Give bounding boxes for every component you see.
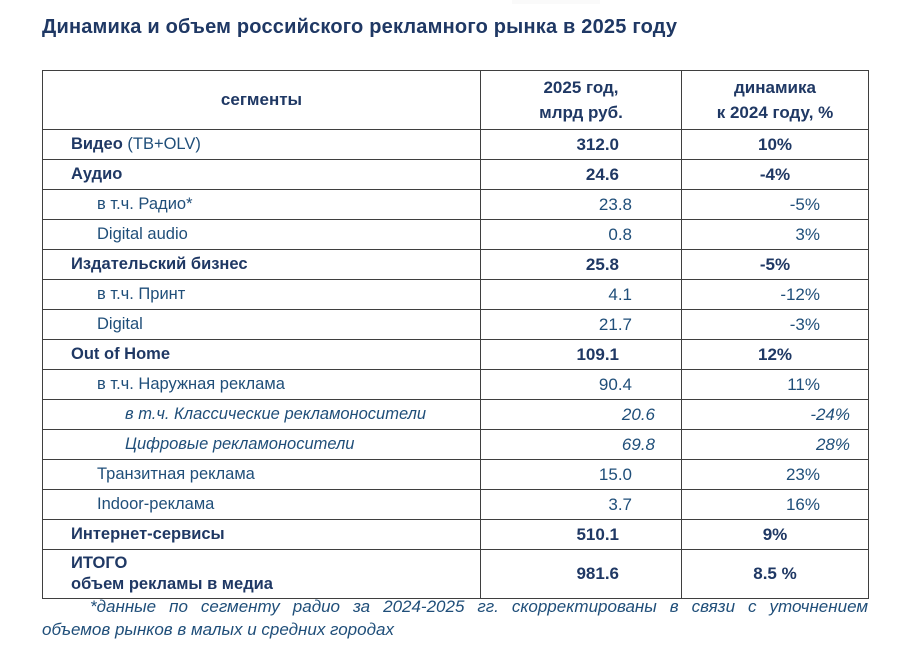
value-cell: 24.6 [481, 160, 682, 190]
footnote-line2: объемов рынков в малых и средних городах [42, 620, 394, 640]
dynamics-cell: 11% [682, 370, 869, 400]
value-cell: 21.7 [481, 310, 682, 340]
segment-cell: Digital [43, 310, 481, 340]
segment-cell [43, 550, 481, 599]
segment-cell: Out of Home [43, 340, 481, 370]
dynamics-cell: 8.5 % [682, 550, 869, 599]
dynamics-cell: -3% [682, 310, 869, 340]
dynamics-cell: 3% [682, 220, 869, 250]
ad-market-table [42, 70, 869, 599]
segment-cell [43, 130, 481, 160]
page-title: Динамика и объем российского рекламного рынка в 2025 году [42, 16, 678, 38]
table-row-transit [43, 460, 869, 490]
column-header-value-line2: млрд руб. [539, 103, 623, 122]
table-row-classic-carriers [43, 400, 869, 430]
segment-cell: Цифровые рекламоносители [43, 430, 481, 460]
table-row-digital-publishing [43, 310, 869, 340]
dynamics-cell: -5% [682, 190, 869, 220]
segment-cell: Indoor-реклама [43, 490, 481, 520]
table-row-digital-carriers [43, 430, 869, 460]
value-cell: 23.8 [481, 190, 682, 220]
table-row-digital-audio [43, 220, 869, 250]
column-header-segments: сегменты [43, 71, 481, 130]
column-header-dynamics-line1: динамика [734, 77, 816, 97]
value-cell: 109.1 [481, 340, 682, 370]
table-row-print [43, 280, 869, 310]
dynamics-cell: 16% [682, 490, 869, 520]
footnote-line1: *данные по сегменту радио за 2024-2025 гг. скорректированы в связи с уточнением [90, 597, 868, 616]
segment-label-suffix: (ТВ+OLV) [122, 135, 201, 153]
dynamics-cell: -4% [682, 160, 869, 190]
value-cell: 312.0 [481, 130, 682, 160]
segment-cell: в т.ч. Наружная реклама [43, 370, 481, 400]
table-row-publishing [43, 250, 869, 280]
value-cell: 69.8 [481, 430, 682, 460]
value-cell: 981.6 [481, 550, 682, 599]
segment-label: Видео [71, 135, 123, 153]
segment-cell: в т.ч. Классические рекламоносители [43, 400, 481, 430]
column-header-value [481, 71, 682, 130]
segment-cell: Digital audio [43, 220, 481, 250]
value-cell: 0.8 [481, 220, 682, 250]
table-row-indoor [43, 490, 869, 520]
table-row-total [43, 550, 869, 599]
value-cell: 3.7 [481, 490, 682, 520]
dynamics-cell: 10% [682, 130, 869, 160]
column-header-value-line1: 2025 год, [543, 77, 619, 97]
segment-cell: в т.ч. Принт [43, 280, 481, 310]
table-row-ooh [43, 340, 869, 370]
top-edge-artifact [512, 0, 600, 4]
segment-cell: в т.ч. Радио* [43, 190, 481, 220]
value-cell: 510.1 [481, 520, 682, 550]
value-cell: 90.4 [481, 370, 682, 400]
total-label-line1: ИТОГО [71, 553, 128, 572]
dynamics-cell: 28% [682, 430, 869, 460]
dynamics-cell: -5% [682, 250, 869, 280]
total-label-line2: объем рекламы в медиа [71, 575, 273, 593]
footnote [42, 596, 868, 641]
value-cell: 15.0 [481, 460, 682, 490]
dynamics-cell: 23% [682, 460, 869, 490]
table-row-audio [43, 160, 869, 190]
column-header-dynamics [682, 71, 869, 130]
header-row [43, 71, 869, 130]
value-cell: 4.1 [481, 280, 682, 310]
dynamics-cell: -24% [682, 400, 869, 430]
segment-cell: Аудио [43, 160, 481, 190]
value-cell: 25.8 [481, 250, 682, 280]
table-row-outdoor [43, 370, 869, 400]
value-cell: 20.6 [481, 400, 682, 430]
segment-cell: Издательский бизнес [43, 250, 481, 280]
dynamics-cell: 12% [682, 340, 869, 370]
dynamics-cell: -12% [682, 280, 869, 310]
table-row-radio [43, 190, 869, 220]
dynamics-cell: 9% [682, 520, 869, 550]
segment-cell: Транзитная реклама [43, 460, 481, 490]
column-header-dynamics-line2: к 2024 году, % [716, 103, 834, 122]
table-row-internet-services [43, 520, 869, 550]
table-row-video [43, 130, 869, 160]
segment-cell: Интернет-сервисы [43, 520, 481, 550]
